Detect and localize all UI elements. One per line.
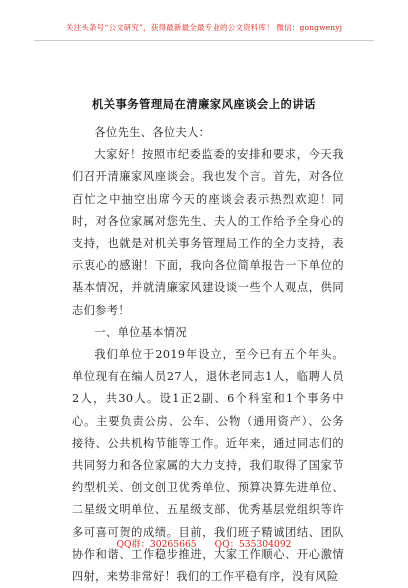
document-body (72, 122, 344, 588)
document-title: 机关事务管理局在清廉家风座谈会上的讲话 (92, 97, 316, 111)
header-banner: 关注头条号“公文研究”，获得最新最全最专业的公文资料库！ 微信：gongwenyj (65, 23, 343, 32)
footer-qq-group: QQ群：30265665 (116, 539, 197, 550)
header-divider (34, 40, 374, 41)
footer-qq: QQ：535304092 (214, 539, 292, 550)
body-paragraph: 大家好！按照市纪委监委的安排和要求，今天我们召开清廉家风座谈会。我也发个言。首先，对各位百忙之中抽空出席今天的座谈会表示热烈欢迎！同时，对各位家属对您先生、夫人的工作给予全身心的支持，也就是对机关事务管理局工作的全力支持，表示衷心的感谢！下面，我向各位简单报告一下单位的基本情况，并就清廉家风建设谈一些个人观点，供同志们参考！ (72, 148, 344, 317)
section-heading: 一、单位基本情况 (94, 325, 188, 339)
section-paragraph: 我们单位于2019年设立，至今已有五个年头。单位现有在编人员27人，退休老同志1人，临聘人员2人，共30人。设1正2副、6个科室和1个事务中心。主要负责公房、公车、公物（通用资产）、公务接待、公共机构节能等工作。近年来，通过同志们的共同努力和各位家属的大力支持，我们取得了国家节约型机关、创文创卫优秀单位、预算决算先进单位、二星级文明单位、五星级支部、优秀基层党组织等许多可喜可贺的成绩。目前，我们班子精诚团结、团队协作和谐、工作稳步推进，大家工作顺心、开心激情四射，来势非常好！我们的工作平稳有序，没有风险 (72, 348, 344, 584)
salutation: 各位先生、各位夫人： (94, 126, 211, 139)
footer-contact (0, 536, 408, 550)
